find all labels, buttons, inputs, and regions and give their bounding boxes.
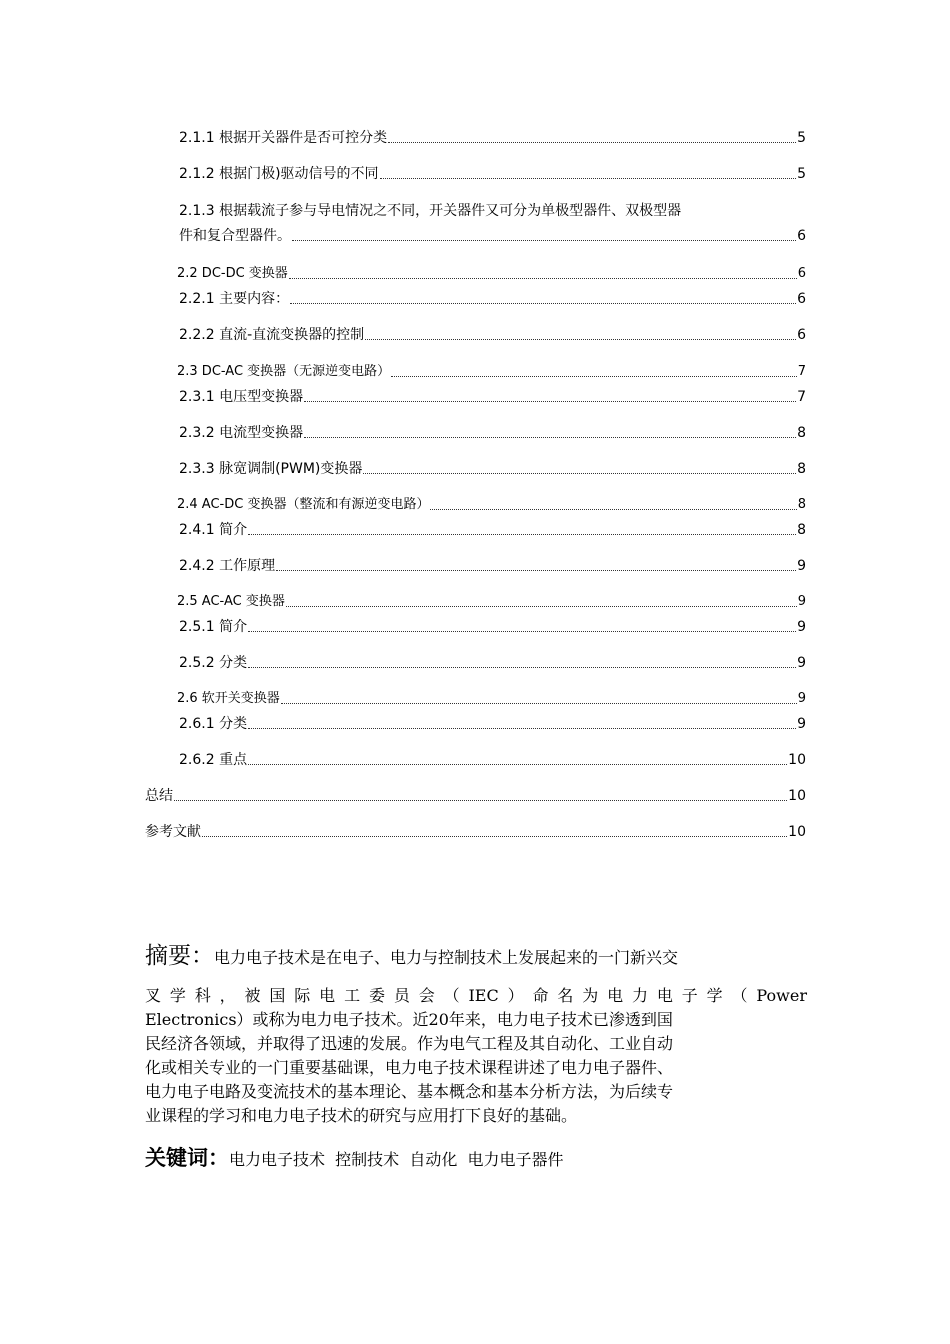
toc-leader-dots	[289, 278, 797, 279]
toc-leader-dots	[248, 631, 796, 632]
abstract-text-line: 业课程的学习和电力电子技术的研究与应用打下良好的基础。	[145, 1106, 578, 1125]
toc-entry[interactable]	[179, 289, 806, 309]
toc-entry-title: 2.3 DC-AC 变换器（无源逆变电路）	[177, 364, 391, 379]
toc-entry-page: 8	[797, 461, 806, 477]
toc-leader-dots	[290, 303, 796, 304]
toc-entry[interactable]	[177, 495, 806, 515]
toc-entry[interactable]	[179, 128, 806, 148]
toc-entry[interactable]	[179, 520, 806, 540]
toc-entry-title: 2.2.2 直流-直流变换器的控制	[179, 327, 365, 343]
toc-leader-dots	[365, 339, 796, 340]
toc-entry[interactable]	[179, 196, 806, 246]
toc-entry-page: 6	[797, 266, 806, 281]
toc-entry-page: 8	[797, 425, 806, 441]
toc-entry[interactable]	[179, 714, 806, 734]
toc-entry-title: 2.1.2 根据门极)驱动信号的不同	[179, 166, 379, 182]
toc-entry-page: 8	[797, 522, 806, 538]
toc-entry-page: 5	[797, 166, 806, 182]
toc-entry-page: 6	[797, 228, 806, 244]
toc-entry-title: 2.6 软开关变换器	[177, 691, 280, 706]
toc-entry-title: 2.1.3 根据载流子参与导电情况之不同，开关器件又可分为单极型器件、双极型器	[179, 203, 682, 219]
toc-entry-page: 9	[797, 691, 806, 706]
toc-entry-page: 7	[797, 389, 806, 405]
toc-entry-page: 10	[788, 788, 806, 804]
abstract-section	[145, 938, 807, 1128]
toc-entry-title: 2.4 AC-DC 变换器（整流和有源逆变电路）	[177, 497, 430, 512]
keywords-section	[145, 1142, 564, 1172]
toc-entry-page: 7	[797, 364, 806, 379]
toc-entry-page: 9	[797, 655, 806, 671]
toc-leader-dots	[292, 240, 796, 241]
toc-leader-dots	[281, 703, 797, 704]
toc-entry-page: 8	[797, 497, 806, 512]
toc-leader-dots	[202, 836, 787, 837]
toc-leader-dots	[430, 509, 796, 510]
toc-leader-dots	[380, 178, 797, 179]
toc-entry-page: 5	[797, 130, 806, 146]
toc-entry[interactable]	[179, 423, 806, 443]
toc-entry-page: 6	[797, 291, 806, 307]
toc-entry-title: 2.6.2 重点	[179, 752, 248, 768]
toc-entry-page: 6	[797, 327, 806, 343]
toc-entry-page: 10	[788, 752, 806, 768]
toc-entry[interactable]	[179, 653, 806, 673]
abstract-text-line: 民经济各领域，并取得了迅速的发展。作为电气工程及其自动化、工业自动	[145, 1034, 674, 1053]
toc-leader-dots	[174, 800, 787, 801]
toc-entry-page: 9	[797, 594, 806, 609]
keywords-heading: 关键词：	[145, 1146, 229, 1170]
abstract-text-line: 电力电子技术是在电子、电力与控制技术上发展起来的一门新兴交	[214, 948, 679, 967]
toc-entry-title: 2.3.3 脉宽调制(PWM)变换器	[179, 461, 363, 477]
toc-entry[interactable]	[177, 592, 806, 612]
toc-entry[interactable]	[179, 164, 806, 184]
abstract-text-line: 叉学科，被国际电工委员会（IEC）命名为电力电子学（Power	[145, 986, 807, 1005]
abstract-heading: 摘要：	[145, 943, 214, 969]
abstract-text-line: 化或相关专业的一门重要基础课，电力电子技术课程讲述了电力电子器件、	[145, 1058, 674, 1077]
toc-entry-title: 2.1.1 根据开关器件是否可控分类	[179, 130, 388, 146]
toc-entry[interactable]	[179, 387, 806, 407]
toc-entry[interactable]	[177, 264, 806, 284]
toc-leader-dots	[248, 728, 796, 729]
toc-entry[interactable]	[145, 786, 806, 806]
toc-entry[interactable]	[177, 689, 806, 709]
toc-leader-dots	[248, 667, 796, 668]
toc-entry-title: 2.2.1 主要内容：	[179, 291, 290, 307]
toc-entry-title: 2.5 AC-AC 变换器	[177, 594, 285, 609]
toc-entry-page: 10	[788, 824, 806, 840]
toc-entry[interactable]	[179, 750, 806, 770]
toc-entry-title: 2.4.2 工作原理	[179, 558, 276, 574]
toc-leader-dots	[248, 534, 796, 535]
toc-entry[interactable]	[179, 617, 806, 637]
toc-leader-dots	[276, 570, 796, 571]
toc-entry-title: 参考文献	[145, 824, 201, 840]
toc-entry-title: 2.3.1 电压型变换器	[179, 389, 304, 405]
toc-leader-dots	[304, 401, 796, 402]
toc-entry-title: 2.5.2 分类	[179, 655, 248, 671]
toc-entry[interactable]	[179, 459, 806, 479]
toc-entry-title: 2.2 DC-DC 变换器	[177, 266, 288, 281]
toc-entry[interactable]	[145, 822, 806, 842]
keywords-text: 电力电子技术 控制技术 自动化 电力电子器件	[229, 1150, 564, 1169]
toc-leader-dots	[248, 764, 787, 765]
toc-leader-dots	[388, 142, 796, 143]
toc-entry-page: 9	[797, 558, 806, 574]
toc-entry-title: 2.4.1 简介	[179, 522, 248, 538]
toc-leader-dots	[363, 473, 796, 474]
toc-entry[interactable]	[179, 325, 806, 345]
toc-leader-dots	[304, 437, 796, 438]
toc-leader-dots	[286, 606, 797, 607]
toc-entry-page: 9	[797, 716, 806, 732]
toc-entry-page: 9	[797, 619, 806, 635]
toc-entry-title: 2.5.1 简介	[179, 619, 248, 635]
toc-entry-title: 2.3.2 电流型变换器	[179, 425, 304, 441]
toc-entry-title: 2.6.1 分类	[179, 716, 248, 732]
abstract-text-line: 电力电子电路及变流技术的基本理论、基本概念和基本分析方法，为后续专	[145, 1082, 674, 1101]
abstract-text-line: Electronics）或称为电力电子技术。近20年来，电力电子技术已渗透到国	[145, 1010, 673, 1029]
toc-entry-title: 总结	[145, 788, 173, 804]
toc-entry[interactable]	[177, 362, 806, 382]
toc-leader-dots	[391, 376, 797, 377]
toc-entry[interactable]	[179, 556, 806, 576]
toc-entry-title-continued: 件和复合型器件。	[179, 228, 291, 244]
